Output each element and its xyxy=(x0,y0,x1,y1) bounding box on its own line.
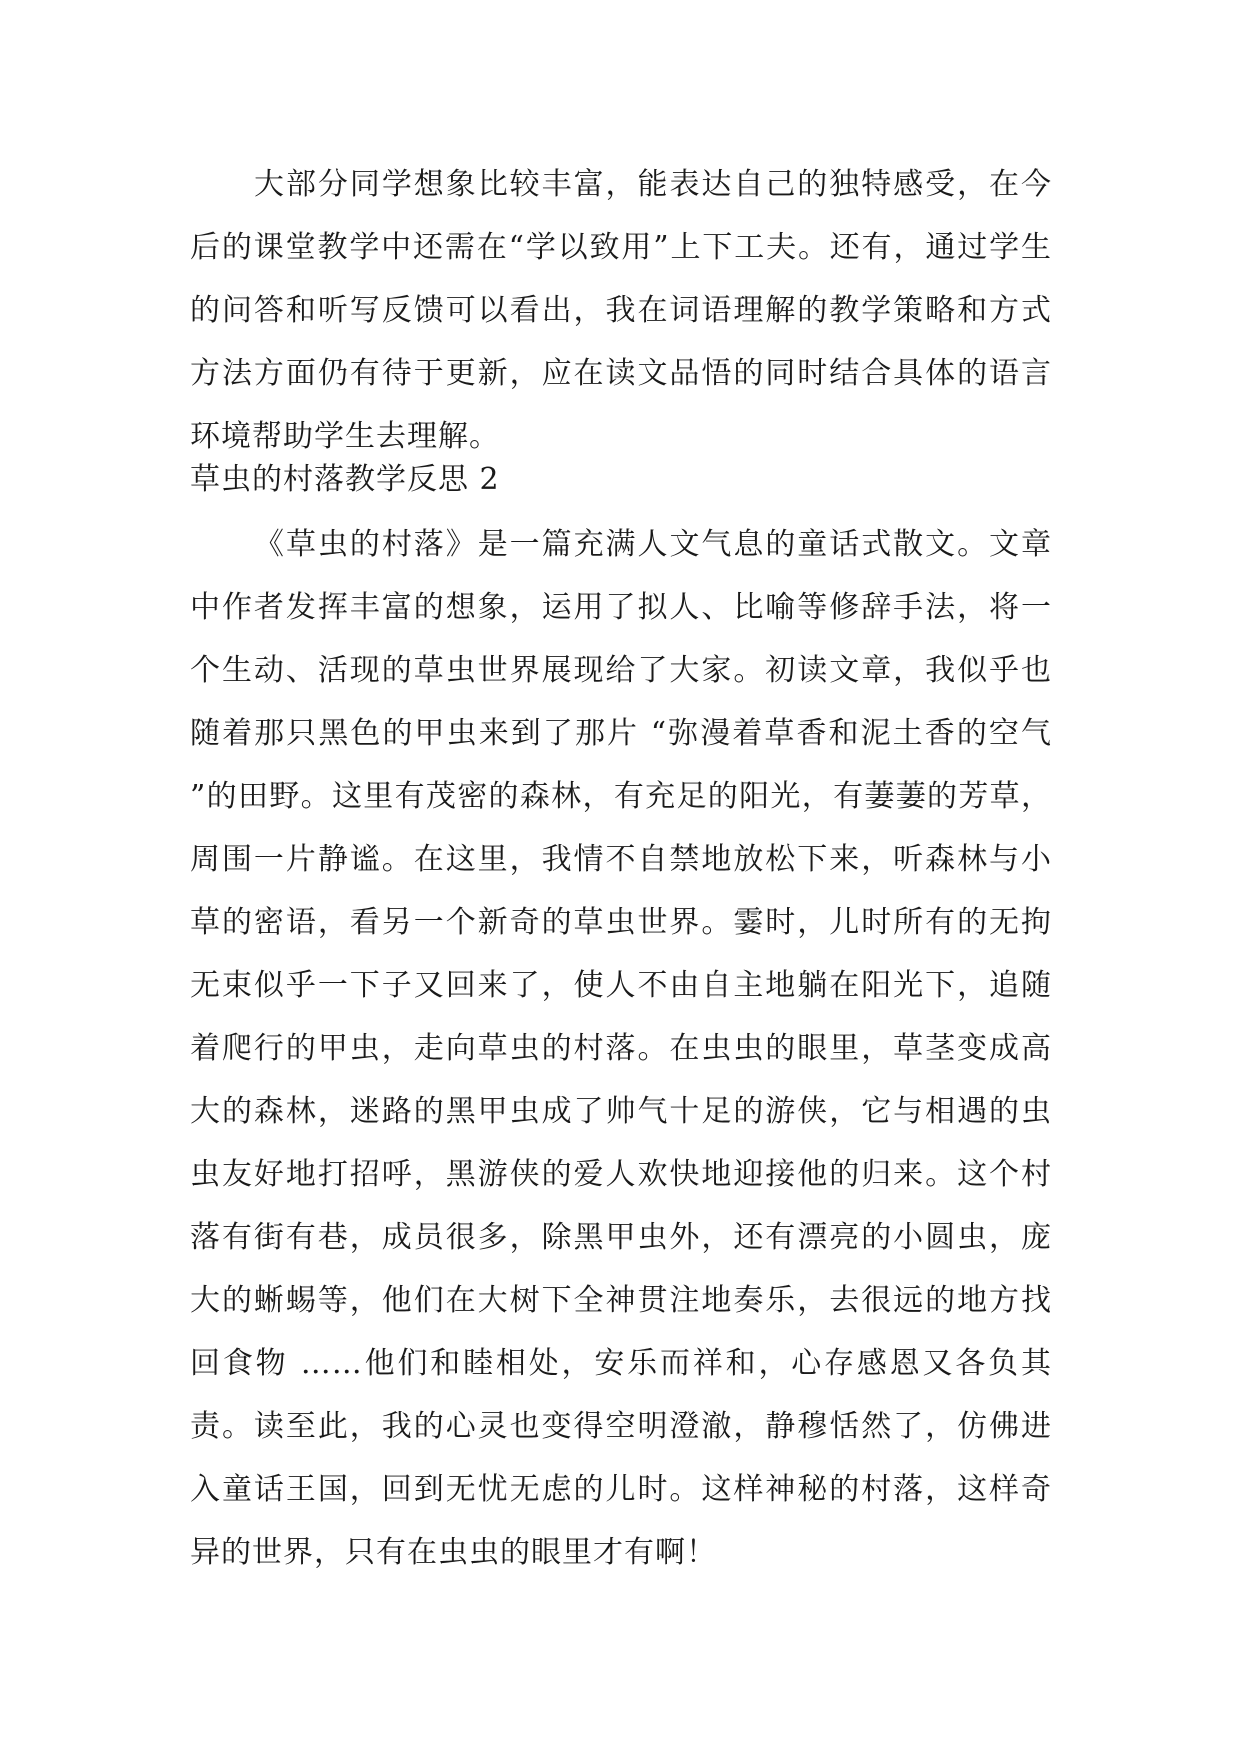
paragraph-1: 大部分同学想象比较丰富，能表达自己的独特感受，在今后的课堂教学中还需在“学以致用”上下工夫。还有，通过学生的问答和听写反馈可以看出，我在词语理解的教学策略和方式方法方面仍有待于更新，应在读文品悟的同时结合具体的语言环境帮助学生去理解。 xyxy=(190,167,1052,454)
paragraph-2: 《草虫的村落》是一篇充满人文气息的童话式散文。文章中作者发挥丰富的想象，运用了拟人、比喻等修辞手法，将一个生动、活现的草虫世界展现给了大家。初读文章，我似乎也随着那只黑色的甲虫来到了那片 “弥漫着草香和泥土香的空气 ”的田野。这里有茂密的森林，有充足的阳光，有萋萋的芳草，周围一片静谧。在这里，我情不自禁地放松下来，听森林与小草的密语，看另一个新奇的草虫世界。霎时，儿时所有的无拘无束似乎一下子又回来了，使人不由自主地躺在阳光下，追随着爬行的甲虫，走向草虫的村落。在虫虫的眼里，草茎变成高大的森林，迷路的黑甲虫成了帅气十足的游侠，它与相遇的虫虫友好地打招呼，黑游侠的爱人欢快地迎接他的归来。这个村落有街有巷，成员很多，除黑甲虫外，还有漂亮的小圆虫，庞大的蜥蜴等，他们在大树下全神贯注地奏乐，去很远的地方找回食物 ……他们和睦相处，安乐而祥和，心存感恩又各负其责。读至此，我的心灵也变得空明澄澈，静穆恬然了，仿佛进入童话王国，回到无忧无虑的儿时。这样神秘的村落，这样奇异的世界，只有在虫虫的眼里才有啊！ xyxy=(190,527,1052,1570)
section-heading: 草虫的村落教学反思 2 xyxy=(190,462,500,497)
